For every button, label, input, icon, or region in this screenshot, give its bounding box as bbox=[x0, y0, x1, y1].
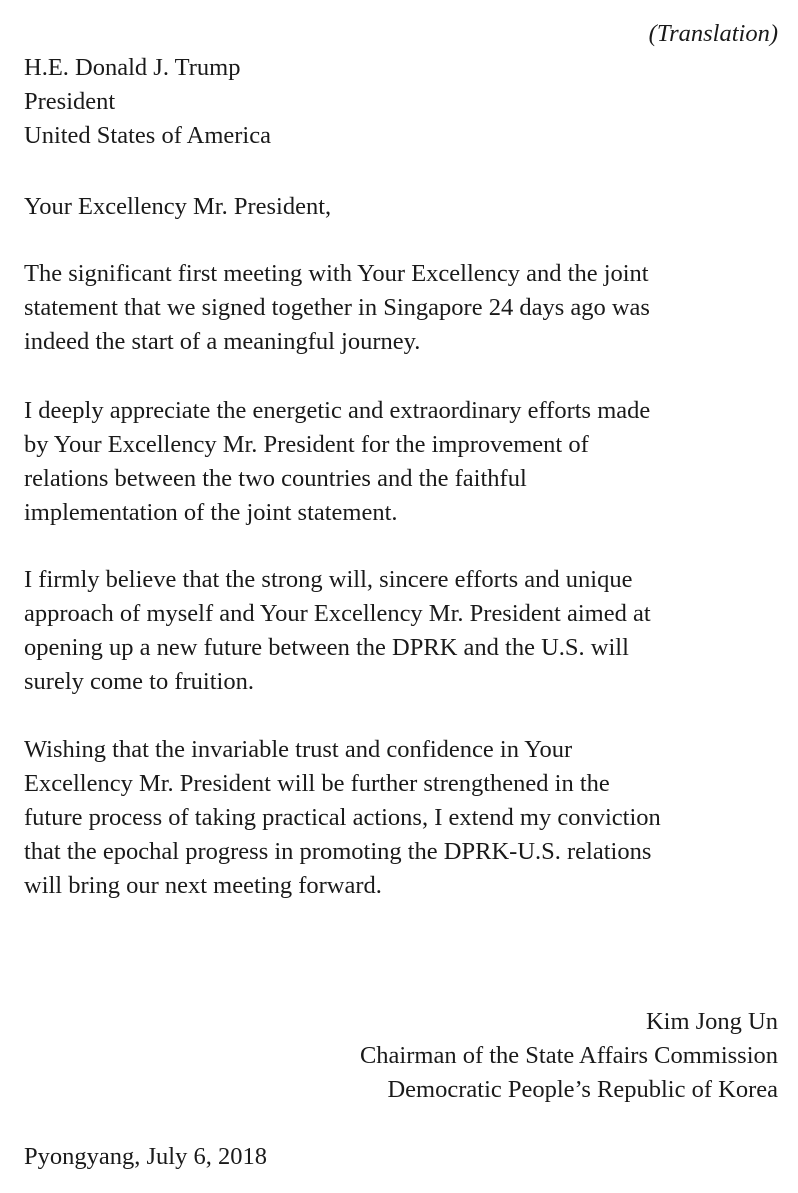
recipient-title: President bbox=[24, 88, 116, 115]
paragraph-line: approach of myself and Your Excellency Mr. President aimed at bbox=[24, 600, 651, 627]
paragraph-line: future process of taking practical actions, I extend my conviction bbox=[24, 804, 661, 831]
paragraph-line: statement that we signed together in Singapore 24 days ago was bbox=[24, 294, 650, 321]
paragraph-line: indeed the start of a meaningful journey. bbox=[24, 328, 421, 355]
paragraph-line: Excellency Mr. President will be further strengthened in the bbox=[24, 770, 610, 797]
recipient-country: United States of America bbox=[24, 122, 271, 149]
paragraph-line: surely come to fruition. bbox=[24, 668, 254, 695]
place-date: Pyongyang, July 6, 2018 bbox=[24, 1143, 267, 1170]
salutation: Your Excellency Mr. President, bbox=[24, 193, 332, 220]
body-paragraph bbox=[24, 394, 784, 530]
paragraph-line: relations between the two countries and the faithful bbox=[24, 465, 527, 492]
paragraph-line: opening up a new future between the DPRK and the U.S. will bbox=[24, 634, 629, 661]
signatory-name: Kim Jong Un bbox=[645, 1008, 778, 1035]
signatory-country: Democratic People’s Republic of Korea bbox=[387, 1076, 778, 1103]
paragraph-line: I deeply appreciate the energetic and extraordinary efforts made bbox=[24, 397, 651, 424]
paragraph-line: by Your Excellency Mr. President for the improvement of bbox=[24, 431, 589, 458]
recipient-name: H.E. Donald J. Trump bbox=[24, 54, 241, 81]
paragraph-line: I firmly believe that the strong will, sincere efforts and unique bbox=[24, 566, 633, 593]
paragraph-line: The significant first meeting with Your Excellency and the joint bbox=[24, 260, 649, 287]
paragraph-line: implementation of the joint statement. bbox=[24, 499, 398, 526]
body-paragraph bbox=[24, 733, 784, 903]
paragraph-line: will bring our next meeting forward. bbox=[24, 872, 382, 899]
paragraph-line: that the epochal progress in promoting the DPRK-U.S. relations bbox=[24, 838, 652, 865]
paragraph-line: Wishing that the invariable trust and confidence in Your bbox=[24, 736, 573, 763]
recipient-block bbox=[24, 51, 784, 153]
translation-note: (Translation) bbox=[648, 20, 778, 47]
body-paragraph bbox=[24, 563, 784, 699]
body-paragraph bbox=[24, 257, 784, 359]
signatory-title: Chairman of the State Affairs Commission bbox=[359, 1042, 778, 1069]
signature-block bbox=[360, 1005, 778, 1107]
